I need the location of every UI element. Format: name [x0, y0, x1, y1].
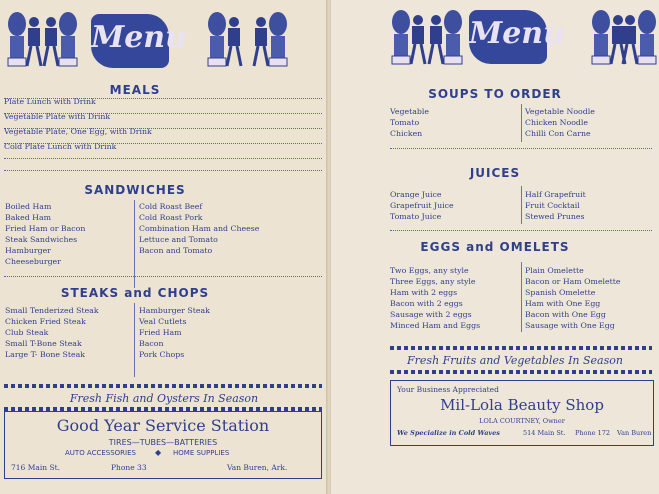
ad-address: 716 Main St.	[11, 463, 60, 472]
season-banner: Fresh Fish and Oysters In Season	[69, 392, 259, 405]
steaks-heading: STEAKS and CHOPS	[60, 286, 210, 300]
ad-slogan: We Specialize in Cold Waves	[397, 429, 500, 437]
menu-item: Fried Ham or Bacon	[5, 224, 86, 233]
menu-item: Small T-Bone Steak	[5, 339, 82, 348]
menu-item: Boiled Ham	[5, 202, 52, 211]
menu-item: Vegetable Plate with Drink	[4, 112, 111, 121]
menu-item: Hamburger Steak	[139, 306, 210, 315]
sandwiches-heading: SANDWICHES	[84, 183, 186, 197]
column-divider	[521, 186, 522, 224]
menu-item: Plate Lunch with Drink	[4, 97, 96, 106]
menu-item: Fried Ham	[139, 328, 182, 337]
menu-item: Baked Ham	[5, 213, 52, 222]
column-divider	[521, 262, 522, 332]
column-divider	[134, 303, 135, 377]
diamond-icon: ◆	[155, 448, 162, 457]
ad-city: Van Buren	[617, 429, 652, 437]
divider	[4, 158, 322, 159]
ad-intro: Your Business Appreciated	[397, 385, 499, 394]
menu-item: Tomato Juice	[390, 212, 442, 221]
menu-item: Vegetable Plate, One Egg, with Drink	[4, 127, 152, 136]
butler-figure-right-icon	[38, 10, 80, 68]
ad-phone: Phone 33	[111, 463, 147, 472]
chain-border	[390, 346, 652, 350]
beauty-shop-ad	[390, 380, 654, 446]
menu-item: Chicken Noodle	[525, 118, 588, 127]
menu-item: Orange Juice	[390, 190, 442, 199]
divider	[390, 230, 652, 231]
butler-figure-right-icon	[248, 10, 290, 68]
menu-item: Small Tenderized Steak	[5, 306, 99, 315]
chain-border	[4, 384, 322, 388]
menu-item: Half Grapefruit	[525, 190, 586, 199]
soups-heading: SOUPS TO ORDER	[428, 87, 562, 101]
menu-logo	[91, 14, 187, 68]
menu-logo-text: Menu	[469, 16, 565, 51]
menu-item: Chicken Fried Steak	[5, 317, 86, 326]
menu-item: Veal Cutlets	[139, 317, 187, 326]
menu-item: Plain Omelette	[525, 266, 584, 275]
ad-city: Van Buren, Ark.	[227, 463, 288, 472]
menu-item: Bacon and Tomato	[139, 246, 213, 255]
ad-business-name: Good Year Service Station	[56, 416, 270, 435]
menu-item: Vegetable Noodle	[525, 107, 595, 116]
menu-left-page	[0, 0, 328, 494]
ad-line: AUTO ACCESSORIES	[65, 449, 136, 457]
ad-line: TIRES—TUBES—BATTERIES	[108, 438, 218, 447]
column-divider	[521, 104, 522, 142]
menu-item: Chilli Con Carne	[525, 129, 591, 138]
menu-item: Bacon	[139, 339, 164, 348]
menu-item: Cheeseburger	[5, 257, 61, 266]
menu-item: Minced Ham and Eggs	[390, 321, 481, 330]
column-divider	[134, 200, 135, 288]
divider	[390, 148, 652, 149]
menu-item: Combination Ham and Cheese	[139, 224, 260, 233]
menu-item: Stewed Prunes	[525, 212, 585, 221]
menu-item: Cold Roast Beef	[139, 202, 203, 211]
menu-item: Chicken	[390, 129, 423, 138]
menu-item: Bacon or Ham Omelette	[525, 277, 621, 286]
ad-line: HOME SUPPLIES	[173, 449, 230, 457]
butler-figure-right-icon	[423, 8, 465, 66]
menu-item: Spanish Omelette	[525, 288, 596, 297]
menu-item: Sausage with One Egg	[525, 321, 615, 330]
menu-item: Large T- Bone Steak	[5, 350, 85, 359]
juices-heading: JUICES	[469, 166, 521, 180]
menu-item: Fruit Cocktail	[525, 201, 580, 210]
menu-item: Ham with 2 eggs	[390, 288, 458, 297]
ad-owner: LOLA COURTNEY, Owner	[479, 417, 565, 425]
butler-figure-left-icon	[205, 10, 247, 68]
butler-figure-right-icon	[617, 8, 659, 66]
menu-item: Grapefruit Juice	[390, 201, 454, 210]
chain-border	[390, 370, 652, 374]
menu-item: Bacon with One Egg	[525, 310, 606, 319]
divider	[4, 276, 322, 277]
menu-item: Steak Sandwiches	[5, 235, 78, 244]
divider	[4, 170, 322, 171]
menu-item: Three Eggs, any style	[390, 277, 476, 286]
menu-item: Sausage with 2 eggs	[390, 310, 472, 319]
menu-logo	[469, 10, 565, 64]
ad-business-name: Mil-Lola Beauty Shop	[440, 396, 604, 414]
menu-item: Bacon with 2 eggs	[390, 299, 463, 308]
menu-right-page	[331, 0, 659, 494]
menu-item: Vegetable	[390, 107, 430, 116]
eggs-heading: EGGS and OMELETS	[420, 240, 570, 254]
menu-item: Club Steak	[5, 328, 49, 337]
menu-item: Lettuce and Tomato	[139, 235, 218, 244]
menu-item: Hamburger	[5, 246, 51, 255]
menu-logo-text: Menu	[91, 20, 187, 55]
ad-phone: Phone 172	[575, 429, 610, 437]
menu-item: Cold Plate Lunch with Drink	[4, 142, 117, 151]
season-banner: Fresh Fruits and Vegetables In Season	[407, 354, 623, 367]
menu-item: Pork Chops	[139, 350, 185, 359]
menu-item: Two Eggs, any style	[390, 266, 469, 275]
menu-item: Tomato	[390, 118, 420, 127]
goodyear-ad	[4, 411, 322, 479]
menu-item: Ham with One Egg	[525, 299, 601, 308]
meals-heading: MEALS	[109, 83, 161, 97]
ad-address: 514 Main St.	[523, 429, 566, 437]
menu-item: Cold Roast Pork	[139, 213, 203, 222]
